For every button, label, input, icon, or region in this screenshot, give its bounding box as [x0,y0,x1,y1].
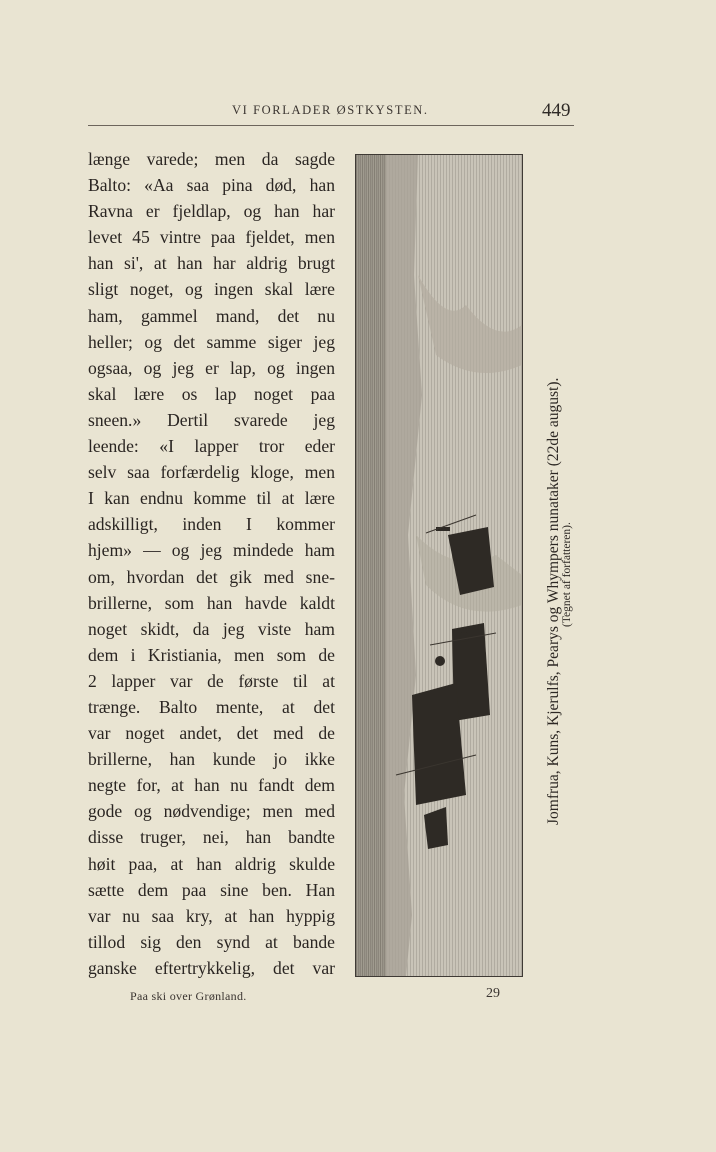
body-line: ham, gammel mand, det nu [88,305,335,326]
body-line: Balto: «Aa saa pina død, han [88,175,335,196]
body-line: I kan endnu komme til at lære [88,488,335,509]
sheet-number: 29 [486,986,500,1001]
illustration-credit: (Tegnet af forfatteren). [561,522,573,627]
body-line: var noget andet, det med de [88,723,335,744]
body-line: hjem» — og jeg mindede ham [88,540,335,561]
body-line: noget skidt, da jeg viste ham [88,618,335,639]
body-line: brillerne, som han havde kaldt [88,592,335,613]
body-line: trænge. Balto mente, at det [88,696,335,717]
body-line: adskilligt, inden I kommer [88,514,335,535]
body-line: høit paa, at han aldrig skulde [88,853,335,874]
body-line: levet 45 vintre paa fjeldet, men [88,227,335,248]
body-line: brillerne, han kunde jo ikke [88,749,335,770]
body-line: negte for, at han nu fandt dem [88,775,335,796]
body-line: Ravna er fjeldlap, og han har [88,201,335,222]
body-line: skal lære os lap noget paa [88,383,335,404]
body-line: selv saa forfærdelig kloge, men [88,462,335,483]
nunatak-engraving [356,155,522,976]
signature-mark: Paa ski over Grønland. [130,989,247,1003]
body-line: tillod sig den synd at bande [88,931,335,952]
body-line: længe varede; men da sagde [88,149,335,169]
body-line: 2 lapper var de første til at [88,670,335,691]
body-line: sneen.» Dertil svarede jeg [88,409,335,430]
illustration-caption: Jomfrua, Kuns, Kjerulfs, Pearys og Whympers nunataker (22de august). [545,377,562,825]
body-line: sætte dem paa sine ben. Han [88,879,335,900]
running-head: VI FORLADER ØSTKYSTEN. [232,103,429,117]
page-number: 449 [542,100,571,121]
body-line: gode og nødvendige; men med [88,801,335,822]
body-line: ganske eftertrykkelig, det var [88,957,335,978]
body-line: leende: «I lapper tror eder [88,436,335,457]
body-line: ogsaa, og jeg er lap, og ingen [88,357,335,378]
body-line: om, hvordan det gik med sne- [88,566,335,587]
body-line: sligt noget, og ingen skal lære [88,279,335,300]
body-line: heller; og det samme siger jeg [88,331,335,352]
header-rule [88,125,574,126]
body-line: disse truger, nei, han bandte [88,827,335,848]
illustration-plate [355,154,523,977]
body-text [88,146,335,981]
body-line: han si', at han har aldrig brugt [88,253,335,274]
body-line: dem i Kristiania, men som de [88,644,335,665]
body-line: var nu saa kry, at han hyppig [88,905,335,926]
